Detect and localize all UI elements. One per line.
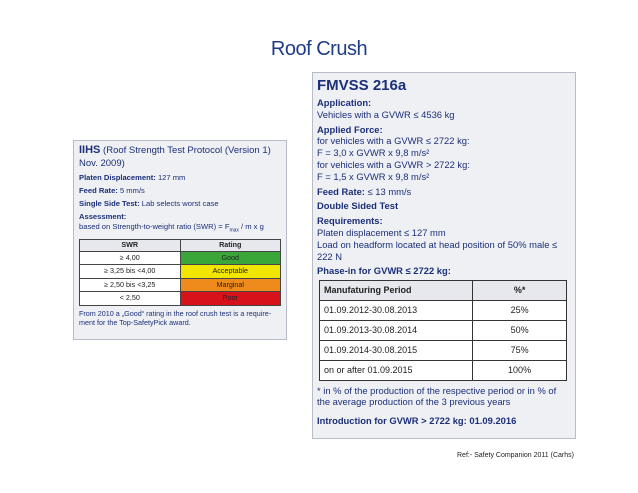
phase-percent: 75% <box>473 341 567 361</box>
application-label: Application: <box>317 97 372 108</box>
application-text: Vehicles with a GVWR ≤ 4536 kg <box>317 108 455 120</box>
swr-row <box>80 292 281 306</box>
reference-note: Ref:- Safety Companion 2011 (Carhs) <box>457 452 574 459</box>
phase-in-table <box>319 280 567 381</box>
force-line: for vehicles with a GVWR > 2722 kg: <box>317 158 470 170</box>
phase-period: 01.09.2012-30.08.2013 <box>320 301 473 321</box>
fmvss-panel <box>312 72 576 439</box>
introduction-line: Introduction for GVWR > 2722 kg: 01.09.2016 <box>317 415 517 427</box>
phase-row <box>320 341 567 361</box>
rating-value: Acceptable <box>180 265 281 279</box>
swr-value: ≥ 2,50 bis <3,25 <box>80 278 181 292</box>
iihs-note: From 2010 a „Good“ rating in the roof crush test is a require-ment for the Top-SafetyPick award. <box>79 308 272 328</box>
phase-row <box>320 301 567 321</box>
double-sided-label: Double Sided Test <box>317 200 399 212</box>
requirement-line: Load on headform located at head position of 50% male ≤ 222 N <box>317 238 558 262</box>
applied-force-label: Applied Force: <box>317 123 383 135</box>
requirement-line: Platen displacement ≤ 127 mm <box>317 226 446 238</box>
iihs-header <box>79 144 281 170</box>
iihs-panel <box>73 140 287 340</box>
percent-header: %* <box>473 281 567 301</box>
swr-rating-table <box>79 239 281 306</box>
phase-in-label: Phase-in for GVWR ≤ 2722 kg: <box>317 265 451 277</box>
iihs-feed-rate: Feed Rate: 5 mm/s <box>79 186 145 195</box>
phase-percent: 50% <box>473 321 567 341</box>
swr-value: < 2,50 <box>80 292 181 306</box>
page-title: Roof Crush <box>270 38 368 60</box>
swr-row <box>80 265 281 279</box>
swr-header: SWR <box>80 239 181 251</box>
swr-row <box>80 278 281 292</box>
rating-value: Good <box>180 251 281 265</box>
phase-percent: 100% <box>473 361 567 381</box>
phase-row <box>320 321 567 341</box>
phase-period: 01.09.2014-30.08.2015 <box>320 341 473 361</box>
iihs-name: IIHS <box>79 144 101 156</box>
rating-value: Marginal <box>180 278 281 292</box>
phase-percent: 25% <box>473 301 567 321</box>
phase-period: on or after 01.09.2015 <box>320 361 473 381</box>
force-line: F = 1,5 x GVWR x 9,8 m/s² <box>317 170 430 182</box>
force-line: for vehicles with a GVWR ≤ 2722 kg: <box>317 135 470 147</box>
iihs-single-side: Single Side Test: Lab selects worst case <box>79 199 219 208</box>
iihs-platen: Platen Displacement: 127 mm <box>79 173 186 182</box>
period-header: Manufaturing Period <box>320 281 473 301</box>
phase-row <box>320 361 567 381</box>
phase-footnote: * in % of the production of the respective period or in % of the average production of the 3 previous years <box>317 385 557 408</box>
rating-value: Poor <box>180 292 281 306</box>
iihs-assessment: Assessment: based on Strength-to-weight ratio $(SWR) = F_{max} / m$ x g <box>79 212 264 234</box>
requirements-label: Requirements: <box>317 215 383 227</box>
rating-header: Rating <box>180 239 281 251</box>
fmvss-title: FMVSS 216a <box>317 77 407 94</box>
phase-period: 01.09.2013-30.08.2014 <box>320 321 473 341</box>
force-line: F = 3,0 x GVWR x 9,8 m/s² <box>317 147 430 159</box>
swr-row <box>80 251 281 265</box>
swr-value: ≥ 3,25 bis <4,00 <box>80 265 181 279</box>
fmvss-feed-rate: Feed Rate: ≤ 13 mm/s <box>317 185 412 197</box>
iihs-subtitle: (Roof Strength Test Protocol (Version 1) Nov. 2009) <box>79 145 271 169</box>
swr-value: ≥ 4,00 <box>80 251 181 265</box>
